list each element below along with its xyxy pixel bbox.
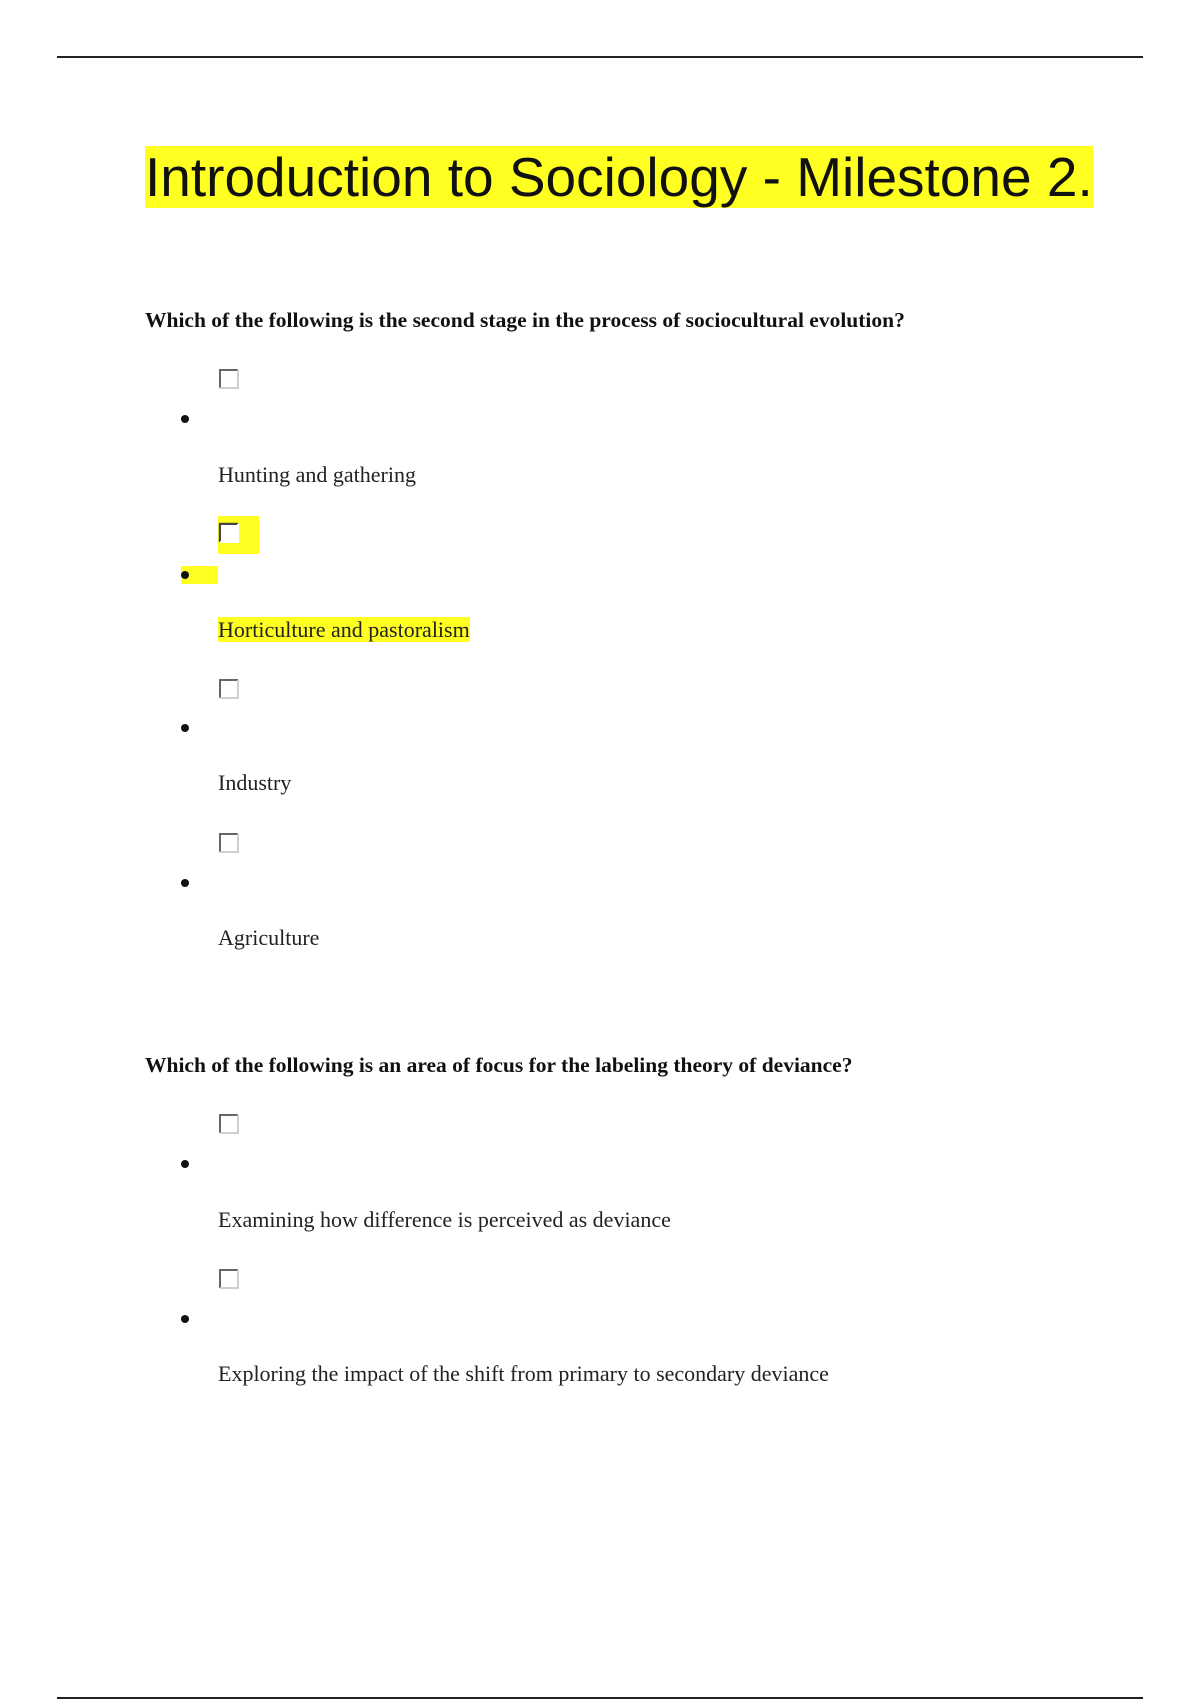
checkbox-icon[interactable]: [218, 1113, 240, 1139]
title-highlight: Introduction to Sociology - Milestone 2.: [145, 146, 1093, 208]
checkbox-icon[interactable]: [218, 516, 259, 554]
option-label[interactable]: Examining how difference is perceived as deviance: [218, 1207, 671, 1232]
bullet-icon: [181, 1160, 189, 1168]
option-label[interactable]: Exploring the impact of the shift from primary to secondary deviance: [218, 1361, 829, 1386]
bullet-icon: [181, 571, 189, 579]
option-label[interactable]: Hunting and gathering: [218, 462, 416, 487]
bullet-icon: [181, 1315, 189, 1323]
option-label-highlighted[interactable]: [218, 616, 470, 644]
checkbox-icon[interactable]: [218, 368, 240, 394]
option-highlight: Horticulture and pastoralism: [218, 617, 470, 642]
question-1-text: Which of the following is the second stage in the process of sociocultural evolution?: [145, 308, 905, 332]
checkbox-icon[interactable]: [218, 678, 240, 704]
option-label[interactable]: Agriculture: [218, 925, 320, 950]
question-2-text: Which of the following is an area of focus for the labeling theory of deviance?: [145, 1053, 853, 1077]
checkbox-icon[interactable]: [218, 832, 240, 858]
page-title: [145, 146, 1105, 209]
bullet-icon: [181, 724, 189, 732]
option-label[interactable]: Industry: [218, 770, 292, 795]
bullet-icon: [181, 415, 189, 423]
top-rule: [57, 56, 1143, 58]
bottom-rule: [57, 1697, 1143, 1699]
checkbox-icon[interactable]: [218, 1268, 240, 1294]
bullet-icon: [181, 879, 189, 887]
